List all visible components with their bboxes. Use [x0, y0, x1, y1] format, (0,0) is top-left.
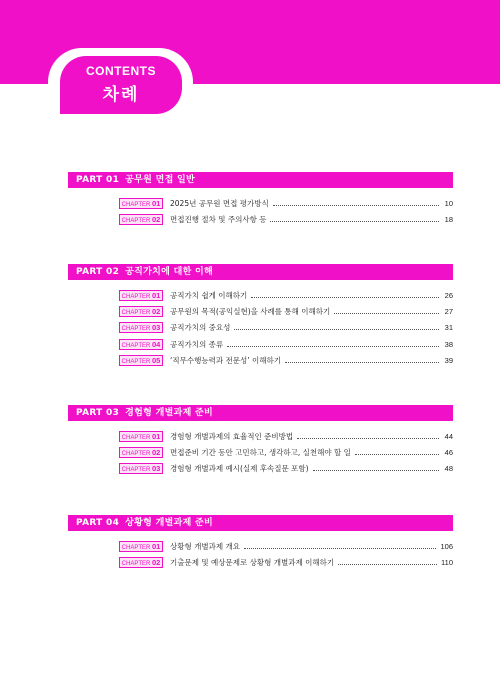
dot-leader [355, 454, 439, 455]
chapter-badge-prefix: CHAPTER [121, 342, 151, 349]
chapter-badge-number: 03 [152, 323, 161, 333]
chapter-title: 2025년 공무원 면접 평가방식 [170, 198, 269, 208]
chapter-badge [119, 447, 163, 458]
chapter-entry[interactable] [119, 336, 453, 352]
page-number: 106 [440, 541, 453, 551]
page-number: 44 [444, 431, 453, 441]
chapter-title: 공직가치 쉽게 이해하기 [170, 290, 248, 300]
chapter-badge-number: 02 [152, 215, 161, 225]
dot-leader [338, 564, 437, 565]
chapter-title: 경험형 개별과제 예시(실제 후속질문 포함) [170, 464, 309, 474]
chapter-title: 면접진행 절차 및 주의사항 등 [170, 215, 267, 225]
chapter-badge-prefix: CHAPTER [121, 451, 151, 458]
chapter-badge [119, 198, 163, 209]
chapter-entry[interactable] [119, 444, 453, 460]
page-number: 27 [444, 307, 453, 317]
chapter-badge-number: 01 [152, 198, 161, 208]
chapter-list [68, 287, 453, 369]
page-number: 18 [444, 215, 453, 225]
chapter-badge-prefix: CHAPTER [121, 359, 151, 366]
contents-tab [60, 56, 182, 114]
chapter-list [68, 195, 453, 228]
chapter-entry[interactable] [119, 287, 453, 303]
dot-leader [234, 329, 439, 330]
page-number: 48 [444, 464, 453, 474]
page-number: 46 [444, 448, 453, 458]
chapter-entry[interactable] [119, 303, 453, 319]
part-title: 상황형 개별과제 준비 [125, 518, 213, 528]
part-section [68, 264, 453, 369]
dot-leader [297, 438, 439, 439]
contents-title-en: CONTENTS [86, 64, 156, 78]
chapter-entry[interactable] [119, 353, 453, 369]
chapter-title: 상황형 개별과제 개요 [170, 541, 240, 551]
chapter-badge-prefix: CHAPTER [121, 293, 151, 300]
chapter-badge [119, 322, 163, 333]
chapter-badge-prefix: CHAPTER [121, 434, 151, 441]
dot-leader [251, 297, 439, 298]
part-label: PART 01 [76, 175, 120, 185]
chapter-badge-number: 01 [152, 541, 161, 551]
chapter-badge [119, 214, 163, 225]
chapter-entry[interactable] [119, 195, 453, 211]
chapter-badge-number: 02 [152, 448, 161, 458]
dot-leader [270, 221, 439, 222]
chapter-title: ‘직무수행능력과 전문성’ 이해하기 [170, 356, 281, 366]
chapter-entry[interactable] [119, 538, 453, 554]
chapter-badge [119, 541, 163, 552]
chapter-title: 공직가치의 종류 [170, 339, 224, 349]
part-title: 공무원 면접 일반 [125, 175, 195, 185]
part-section [68, 172, 453, 228]
dot-leader [227, 346, 439, 347]
dot-leader [244, 548, 437, 549]
part-section [68, 405, 453, 477]
dot-leader [285, 362, 439, 363]
chapter-badge-prefix: CHAPTER [121, 201, 151, 208]
chapter-badge-number: 05 [152, 356, 161, 366]
chapter-entry[interactable] [119, 554, 453, 570]
chapter-entry[interactable] [119, 428, 453, 444]
part-label: PART 03 [76, 408, 120, 418]
chapter-title: 경험형 개별과제의 효율적인 준비방법 [170, 431, 294, 441]
page-number: 31 [444, 323, 453, 333]
chapter-badge-number: 02 [152, 307, 161, 317]
chapter-badge [119, 355, 163, 366]
part-header[interactable] [68, 264, 453, 280]
chapter-badge-number: 04 [152, 339, 161, 349]
chapter-title: 공무원의 목적(공익실현)을 사례를 통해 이해하기 [170, 307, 331, 317]
dot-leader [313, 470, 439, 471]
chapter-list [68, 538, 453, 571]
dot-leader [273, 205, 439, 206]
chapter-badge [119, 290, 163, 301]
chapter-badge-number: 01 [152, 290, 161, 300]
dot-leader [334, 313, 439, 314]
chapter-entry[interactable] [119, 211, 453, 227]
chapter-badge [119, 557, 163, 568]
chapter-badge-prefix: CHAPTER [121, 544, 151, 551]
part-title: 경험형 개별과제 준비 [125, 408, 213, 418]
chapter-badge-prefix: CHAPTER [121, 467, 151, 474]
contents-title-ko: 차례 [102, 85, 140, 105]
chapter-title: 기출문제 및 예상문제로 상황형 개별과제 이해하기 [170, 558, 335, 568]
part-section [68, 515, 453, 571]
chapter-badge-number: 02 [152, 558, 161, 568]
chapter-badge [119, 306, 163, 317]
page-number: 26 [444, 290, 453, 300]
part-header[interactable] [68, 405, 453, 421]
chapter-badge-number: 03 [152, 464, 161, 474]
part-header[interactable] [68, 515, 453, 531]
chapter-badge [119, 463, 163, 474]
page-number: 110 [441, 558, 453, 568]
chapter-entry[interactable] [119, 461, 453, 477]
chapter-badge-prefix: CHAPTER [121, 561, 151, 568]
part-label: PART 02 [76, 267, 120, 277]
chapter-badge [119, 339, 163, 350]
chapter-title: 면접준비 기간 동안 고민하고, 생각하고, 실천해야 할 일 [170, 448, 351, 458]
chapter-badge-prefix: CHAPTER [121, 218, 151, 225]
page-number: 38 [444, 339, 453, 349]
part-label: PART 04 [76, 518, 120, 528]
chapter-badge-prefix: CHAPTER [121, 310, 151, 317]
chapter-badge-prefix: CHAPTER [121, 326, 151, 333]
part-title: 공직가치에 대한 이해 [125, 267, 213, 277]
part-header[interactable] [68, 172, 453, 188]
chapter-title: 공직가치의 중요성 [170, 323, 231, 333]
chapter-badge-number: 01 [152, 431, 161, 441]
page-number: 10 [444, 198, 453, 208]
page-number: 39 [444, 356, 453, 366]
chapter-list [68, 428, 453, 477]
chapter-entry[interactable] [119, 320, 453, 336]
chapter-badge [119, 431, 163, 442]
